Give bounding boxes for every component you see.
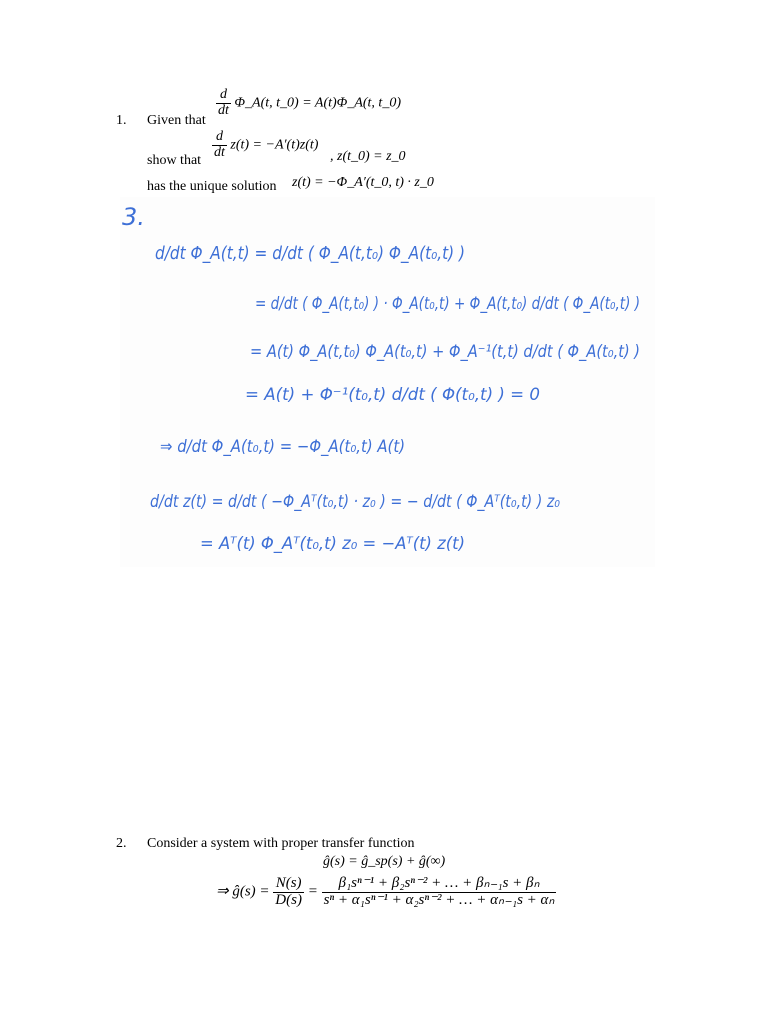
given-eq-rhs: Φ_A(t, t_0) = A(t)Φ_A(t, t_0) (234, 95, 401, 111)
given-eq-num: d (219, 87, 227, 102)
hw-line-7: = Aᵀ(t) Φ_Aᵀ(t₀,t) z₀ = −Aᵀ(t) z(t) (200, 534, 465, 554)
hw-line-1: d/dt Φ_A(t,t) = d/dt ( Φ_A(t,t₀) Φ_A(t₀,t) ) (155, 243, 465, 264)
eq2-denominator: sⁿ + α₁sⁿ⁻¹ + α₂sⁿ⁻² + … + αₙ₋₁s + αₙ (323, 891, 555, 908)
solution-equation: z(t) = −Φ_A′(t_0, t) · z_0 (292, 175, 434, 190)
hw-line-6: d/dt z(t) = d/dt ( −Φ_Aᵀ(t₀,t) · z₀ ) = − d/dt ( Φ_Aᵀ(t₀,t) ) z₀ (150, 492, 561, 512)
eq2-numerator: β₁sⁿ⁻¹ + β₂sⁿ⁻² + … + βₙ₋₁s + βₙ (338, 875, 540, 891)
problem-1-number: 1. (116, 113, 127, 128)
given-eq-den: dt (218, 102, 229, 118)
hw-line-3: = A(t) Φ_A(t,t₀) Φ_A(t₀,t) + Φ_A⁻¹(t,t) d/dt ( Φ_A(t₀,t) ) (250, 342, 640, 362)
transfer-eq-1: ĝ(s) = ĝ_sp(s) + ĝ(∞) (323, 854, 446, 869)
show-eq-rhs: z(t) = −A′(t)z(t) (230, 137, 319, 153)
eq2-num-lhs: N(s) (275, 875, 302, 891)
given-equation (216, 88, 401, 118)
solution-label: has the unique solution (147, 179, 277, 194)
initial-condition: , z(t_0) = z_0 (330, 149, 406, 164)
show-equation (212, 130, 318, 160)
problem-2-number: 2. (116, 836, 127, 851)
transfer-eq-2 (216, 876, 556, 909)
hw-label: 3. (122, 203, 145, 231)
eq2-lhs: ⇒ ĝ(s) = (216, 883, 270, 900)
handwritten-solution-image (120, 197, 655, 567)
show-eq-den: dt (214, 144, 225, 160)
show-label: show that (147, 153, 202, 168)
show-eq-num: d (215, 129, 223, 144)
eq2-equals: = (307, 883, 318, 900)
hw-line-5: ⇒ d/dt Φ_A(t₀,t) = −Φ_A(t₀,t) A(t) (160, 437, 405, 457)
hw-line-4: = A(t) + Φ⁻¹(t₀,t) d/dt ( Φ(t₀,t) ) = 0 (245, 385, 540, 405)
eq2-den-lhs: D(s) (275, 891, 302, 908)
hw-line-2: = d/dt ( Φ_A(t,t₀) ) · Φ_A(t₀,t) + Φ_A(t,t₀) d/dt ( Φ_A(t₀,t) ) (255, 294, 640, 314)
given-label: Given that (147, 113, 206, 128)
problem-2-text: Consider a system with proper transfer function (147, 836, 415, 851)
